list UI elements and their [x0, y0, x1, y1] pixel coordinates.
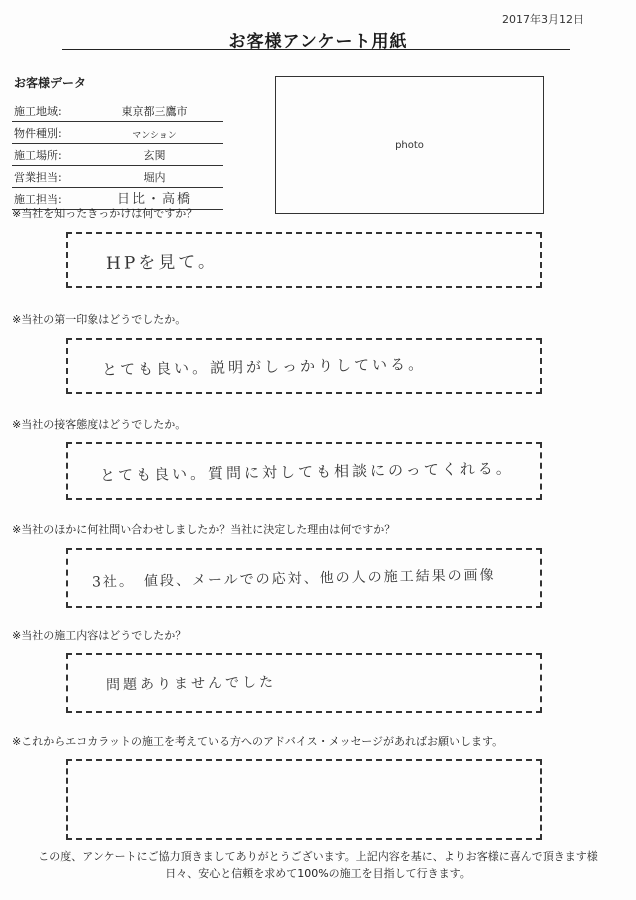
footer-message-line-2: 日々、安心と信頼を求めて100%の施工を目指して行きます。 — [165, 867, 471, 880]
answer-box-1 — [66, 232, 542, 288]
question-3: ※当社の接客態度はどうでしたか。 — [12, 418, 187, 431]
answer-2: とても良い。説明がしっかりしている。 — [101, 354, 427, 379]
row-label-area: 施工地域: — [12, 100, 86, 122]
photo-label: photo — [395, 139, 424, 151]
answer-box-6 — [66, 759, 542, 840]
customer-data-table — [12, 100, 223, 210]
row-value-sales-rep: 堀内 — [86, 166, 223, 188]
row-label-sales-rep: 営業担当: — [12, 166, 86, 188]
page-title: お客様アンケート用紙 — [228, 32, 408, 52]
question-1: ※当社を知ったきっかけは何ですか？ — [12, 207, 198, 220]
survey-date: 2017年3月12日 — [502, 13, 584, 26]
row-label-location: 施工場所: — [12, 144, 86, 166]
row-value-location: 玄関 — [86, 144, 223, 166]
title-underline — [62, 49, 570, 50]
answer-3: とても良い。質問に対しても相談にのってくれる。 — [99, 458, 514, 485]
answer-box-3 — [66, 442, 542, 500]
question-2: ※当社の第一印象はどうでしたか。 — [12, 313, 187, 326]
row-value-property-type: マンション — [86, 122, 223, 144]
row-label-installer: 施工担当: — [12, 188, 86, 210]
row-value-area: 東京都三鷹市 — [86, 100, 223, 122]
question-5: ※当社の施工内容はどうでしたか？ — [12, 629, 187, 642]
question-4: ※当社のほかに何社問い合わせしましたか？当社に決定した理由は何ですか？ — [12, 523, 396, 536]
table-row — [12, 100, 223, 122]
answer-5: 問題ありませんでした — [105, 674, 277, 694]
answer-box-5 — [66, 653, 542, 713]
table-row — [12, 122, 223, 144]
table-row — [12, 144, 223, 166]
photo-placeholder — [275, 76, 544, 214]
row-label-property-type: 物件種別: — [12, 122, 86, 144]
answer-4: 3社。 値段、メールでの応対、他の人の施工結果の画像 — [91, 567, 496, 591]
answer-box-4 — [66, 548, 542, 608]
footer-message-line-1: この度、アンケートにご協力頂きましてありがとうございます。上記内容を基に、よりお客様に喜んで頂きます様 — [38, 850, 598, 863]
row-value-installer: 日比・高橋 — [86, 188, 223, 210]
answer-1: HPを見て。 — [105, 251, 219, 274]
table-row — [12, 166, 223, 188]
question-6: ※これからエコカラットの施工を考えている方へのアドバイス・メッセージがあればお願いします。 — [12, 735, 504, 748]
answer-box-2 — [66, 338, 542, 394]
customer-data-heading: お客様データ — [14, 76, 87, 90]
